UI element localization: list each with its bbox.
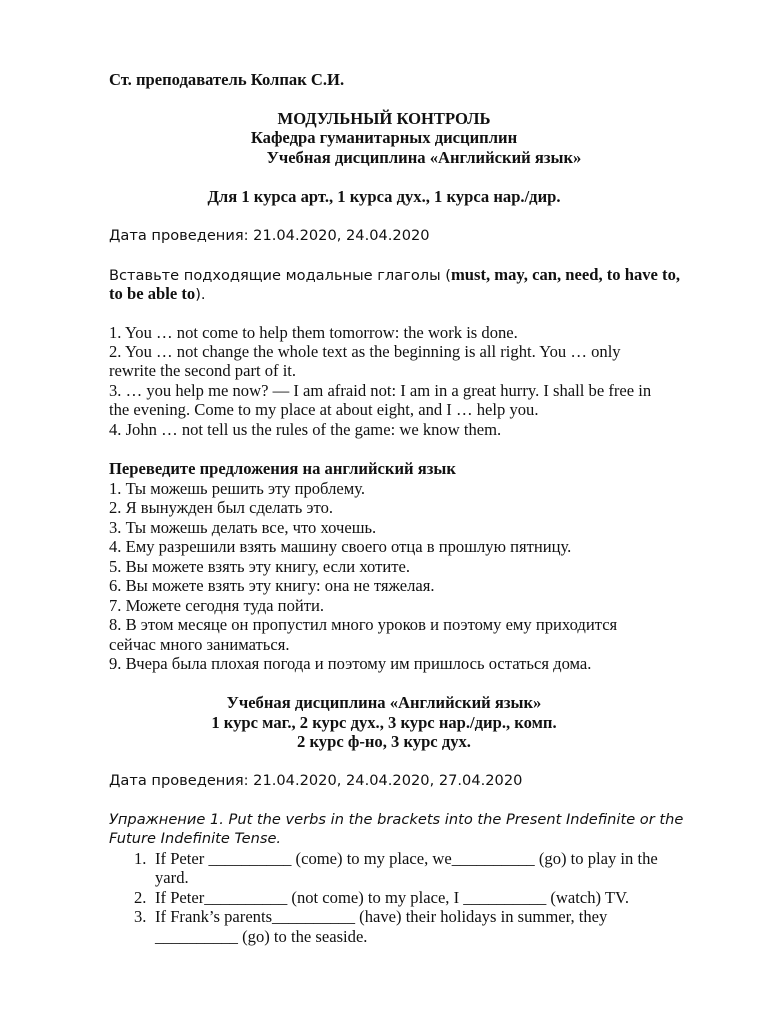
modal-item-3-cont: the evening. Come to my place at about eight, and I … help you. <box>109 400 539 419</box>
translation-heading: Переведите предложения на английский язык <box>109 459 456 478</box>
department-name: Кафедра гуманитарных дисциплин <box>250 128 518 147</box>
section2-date-line: Дата проведения: 21.04.2020, 24.04.2020, 27.04.2020 <box>109 772 523 789</box>
exercise-item-2-number: 2. <box>134 888 147 907</box>
translation-item-8: 8. В этом месяце он пропустил много уроков и поэтому ему приходится <box>109 615 618 634</box>
section2-discipline: Учебная дисциплина «Английский язык» <box>226 693 542 712</box>
exercise-instruction-2: Future Indefinite Tense. <box>109 830 282 847</box>
exercise-item-1-cont: yard. <box>155 868 189 887</box>
translation-item-3: 3. Ты можешь делать все, что хочешь. <box>109 518 377 537</box>
translation-item-4: 4. Ему разрешили взять машину своего отца в прошлую пятницу. <box>109 537 572 556</box>
instruction-suffix: ). <box>195 286 206 303</box>
modal-item-4: 4. John … not tell us the rules of the game: we know them. <box>109 420 502 439</box>
exercise-item-3: If Frank’s parents__________ (have) their holidays in summer, they <box>155 907 608 926</box>
exercise-instruction-1: Упражнение 1. Put the verbs in the brackets into the Present Indefinite or the <box>109 811 684 828</box>
document-title: МОДУЛЬНЫЙ КОНТРОЛЬ <box>277 109 491 128</box>
modal-item-2-cont: rewrite the second part of it. <box>109 361 297 380</box>
modal-item-2: 2. You … not change the whole text as the beginning is all right. You … only <box>109 342 621 361</box>
translation-item-2: 2. Я вынужден был сделать это. <box>109 498 334 517</box>
discipline-title: Учебная дисциплина «Английский язык» <box>266 148 582 167</box>
exercise-item-1: If Peter __________ (come) to my place, we__________ (go) to play in the <box>155 849 658 868</box>
course-line: Для 1 курса арт., 1 курса дух., 1 курса нар./дир. <box>207 187 561 206</box>
translation-item-8-cont: сейчас много заниматься. <box>109 635 290 654</box>
translation-item-9: 9. Вчера была плохая погода и поэтому им пришлось остаться дома. <box>109 654 592 673</box>
exercise-item-3-cont: __________ (go) to the seaside. <box>155 927 368 946</box>
modal-item-3: 3. … you help me now? — I am afraid not: I am in a great hurry. I shall be free in <box>109 381 652 400</box>
modal-item-1: 1. You … not come to help them tomorrow: the work is done. <box>109 323 518 342</box>
teacher-name: Ст. преподаватель Колпак С.И. <box>109 70 345 89</box>
section2-course-line-2: 2 курс ф-но, 3 курс дух. <box>297 732 471 751</box>
section2-course-line-1: 1 курс маг., 2 курс дух., 3 курс нар./дир., комп. <box>211 713 557 732</box>
translation-item-5: 5. Вы можете взять эту книгу, если хотите. <box>109 557 410 576</box>
translation-item-6: 6. Вы можете взять эту книгу: она не тяжелая. <box>109 576 435 595</box>
instruction-line <box>109 265 680 286</box>
instruction-verbs-2: to be able to <box>109 284 196 303</box>
instruction-verbs-1: must, may, can, need, to have to, <box>450 265 681 284</box>
translation-item-1: 1. Ты можешь решить эту проблему. <box>109 479 366 498</box>
exercise-item-3-number: 3. <box>134 907 147 926</box>
exercise-item-2: If Peter__________ (not come) to my place, I __________ (watch) TV. <box>155 888 630 907</box>
instruction-prefix: Вставьте подходящие модальные глаголы ( <box>109 267 451 284</box>
exercise-item-1-number: 1. <box>134 849 147 868</box>
translation-item-7: 7. Можете сегодня туда пойти. <box>109 596 325 615</box>
instruction-line-2 <box>109 284 206 305</box>
date-line: Дата проведения: 21.04.2020, 24.04.2020 <box>109 227 430 244</box>
